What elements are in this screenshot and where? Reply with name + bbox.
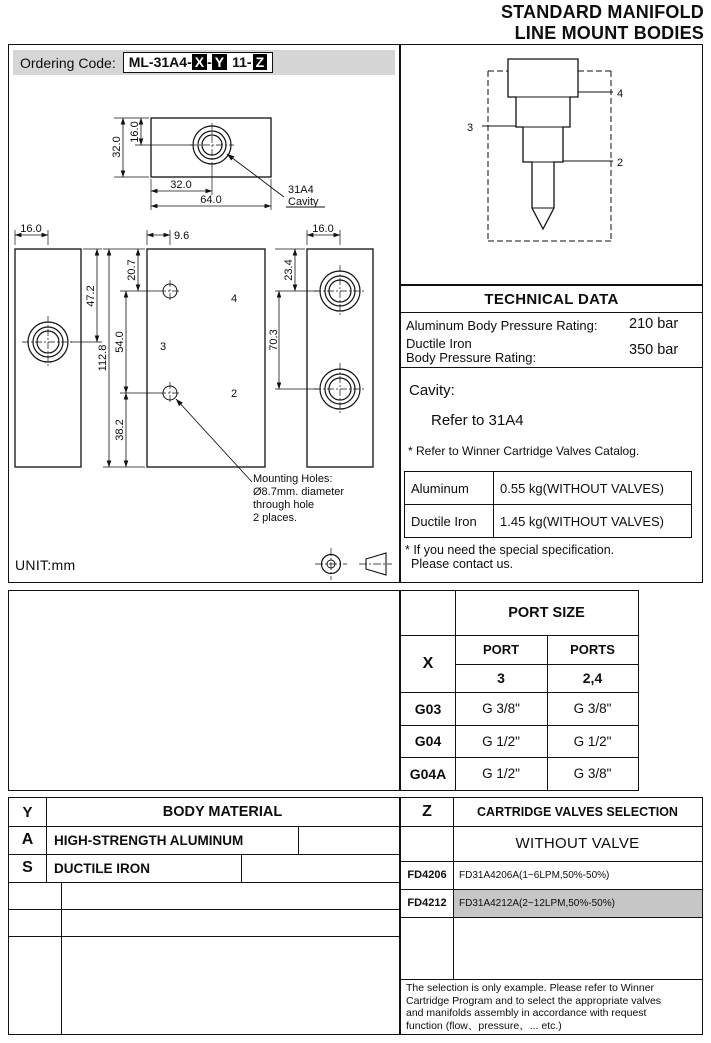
special-spec-note-line1: * If you need the special specification.	[405, 543, 615, 557]
iron-pressure-value: 350 bar	[629, 342, 679, 358]
selection-note-line3: and manifolds assembly in accordance with request	[406, 1007, 647, 1019]
weight-material-iron: Ductile Iron	[411, 513, 477, 529]
cavity-note: * Refer to Winner Cartridge Valves Catalog.	[408, 444, 640, 458]
cavity-callout	[288, 184, 319, 208]
cavity-callout-line2: Cavity	[288, 196, 319, 208]
dim-mid-top-gap: 20.7	[126, 259, 138, 281]
cartridge-selection-panel	[400, 797, 703, 1035]
port-sub-header: 3	[497, 670, 505, 686]
body-material-y-header: Y	[22, 803, 33, 821]
cartridge-title: CARTRIDGE VALVES SELECTION	[477, 805, 678, 819]
port-size-row-ports24: G 3/8"	[573, 701, 612, 716]
ports-header: PORTS	[570, 642, 615, 657]
divider	[9, 909, 399, 910]
special-spec-note-line2: Please contact us.	[411, 557, 514, 571]
material-code-a: A	[21, 831, 34, 848]
empty-notes-panel	[8, 590, 400, 791]
port-size-panel	[400, 590, 639, 791]
valve-code-fd4206: FD4206	[407, 869, 447, 881]
dim-top-half-height: 16.0	[129, 121, 141, 143]
mounting-note-line2: Ø8.7mm. diameter	[253, 486, 345, 498]
iron-pressure-label-line2: Body Pressure Rating:	[406, 350, 537, 365]
code-prefix: ML-31A4-	[128, 54, 192, 70]
ports-sub-header: 2,4	[582, 670, 603, 686]
port-3-label: 3	[159, 341, 167, 353]
divider	[401, 367, 702, 368]
dim-mid-hole-span: 54.0	[114, 331, 126, 353]
port-2-label: 2	[230, 388, 238, 400]
cavity-port-3-label: 3	[467, 122, 474, 134]
dim-top-height: 32.0	[111, 136, 123, 158]
cavity-value: Refer to 31A4	[431, 412, 524, 429]
dim-mid-bottom-gap: 38.2	[114, 419, 126, 441]
mounting-note-line4: 2 places.	[253, 512, 298, 524]
divider	[298, 826, 299, 854]
cavity-callout-line1: 31A4	[288, 184, 314, 196]
weight-value-aluminum: 0.55 kg(WITHOUT VALVES)	[500, 480, 664, 496]
material-name-iron: DUCTILE IRON	[54, 860, 150, 876]
mounting-note-line3: through hole	[253, 499, 315, 511]
valve-desc-fd4206: FD31A4206A(1~6LPM,50%-50%)	[459, 869, 610, 881]
cartridge-z-header: Z	[422, 803, 432, 820]
valve-code-fd4212: FD4212	[407, 897, 447, 909]
dim-right-top-gap: 23.4	[283, 259, 295, 281]
weight-value-iron: 1.45 kg(WITHOUT VALVES)	[500, 513, 664, 529]
port-size-row-code: G04	[414, 733, 442, 749]
divider	[61, 882, 62, 1034]
dimension-lines	[15, 118, 340, 467]
projection-symbol	[315, 548, 392, 580]
dim-right-port-span: 70.3	[268, 329, 280, 351]
dim-left-offset: 16.0	[20, 223, 42, 235]
cavity-label: Cavity:	[409, 382, 455, 399]
dim-top-half-width: 32.0	[170, 179, 192, 191]
mounting-note-line1: Mounting Holes:	[253, 473, 333, 485]
iron-pressure-label-line1: Ductile Iron	[406, 336, 472, 351]
port-circles	[28, 126, 360, 409]
divider	[241, 854, 242, 882]
dim-top-width: 64.0	[200, 194, 222, 206]
ordering-code-bar	[13, 50, 395, 75]
selection-note-line4: function (flow、pressure、... etc.)	[406, 1019, 562, 1032]
body-material-panel	[8, 797, 400, 1035]
technical-data-title: TECHNICAL DATA	[484, 290, 619, 308]
port-size-title: PORT SIZE	[508, 605, 585, 621]
code-y-tag: Y	[212, 54, 227, 70]
divider	[9, 936, 399, 937]
aluminum-pressure-value: 210 bar	[629, 316, 679, 332]
code-x-tag: X	[192, 54, 207, 70]
centerlines	[22, 123, 366, 415]
body-material-title: BODY MATERIAL	[162, 804, 283, 820]
page-title-line2: LINE MOUNT BODIES	[514, 23, 704, 43]
dim-mid-hole-offset: 9.6	[174, 230, 190, 242]
page-title-line1: STANDARD MANIFOLD	[500, 2, 704, 22]
port-size-row-ports24: G 1/2"	[573, 733, 612, 749]
mounting-holes-note	[253, 473, 344, 525]
cartridge-profile	[508, 59, 578, 229]
port-number-labels	[160, 293, 237, 400]
technical-data-panel	[400, 285, 703, 583]
cavity-diagram-panel	[400, 44, 703, 285]
port-header: PORT	[482, 642, 520, 657]
dim-left-port: 47.2	[85, 285, 97, 307]
part-outlines	[15, 118, 373, 467]
page-header	[501, 2, 704, 44]
code-mid: 11-	[232, 54, 252, 70]
divider	[401, 979, 702, 980]
material-name-aluminum: HIGH-STRENGTH ALUMINUM	[54, 832, 244, 848]
code-z-tag: Z	[253, 54, 268, 70]
selection-note-line1: The selection is only example. Please refer to Winner	[406, 982, 655, 994]
dim-right-offset: 16.0	[312, 223, 334, 235]
divider	[401, 917, 702, 918]
weight-material-aluminum: Aluminum	[411, 480, 469, 496]
dim-mid-height: 112.8	[97, 344, 109, 372]
port-size-row-code: G03	[414, 700, 442, 717]
extension-lines	[15, 118, 340, 467]
divider	[401, 312, 702, 313]
ordering-code-value	[123, 52, 273, 73]
material-code-s: S	[22, 859, 33, 876]
aluminum-pressure-label: Aluminum Body Pressure Rating:	[406, 318, 598, 333]
drawing-panel	[8, 44, 400, 583]
port-size-row-ports24: G 3/8"	[573, 766, 612, 781]
valve-desc-fd4212: FD31A4212A(2~12LPM,50%-50%)	[459, 897, 615, 909]
cavity-port-4-label: 4	[617, 88, 624, 100]
cavity-port-2-label: 2	[617, 157, 624, 169]
selection-note	[406, 982, 700, 1032]
port-size-x-header: X	[422, 654, 434, 672]
ordering-code-label: Ordering Code:	[20, 54, 116, 71]
port-size-row-port3: G 1/2"	[482, 766, 520, 781]
code-separator: -	[207, 54, 212, 70]
weight-table	[404, 471, 692, 538]
port-size-row-code: G04A	[409, 765, 447, 782]
port-size-row-port3: G 1/2"	[482, 733, 520, 749]
port-size-row-port3: G 3/8"	[482, 701, 520, 716]
cavity-profile-drawing	[401, 45, 702, 284]
selection-note-line2: Cartridge Program and to select the appropriate valves	[406, 994, 662, 1007]
divider	[9, 882, 399, 883]
without-valve-option: WITHOUT VALVE	[515, 835, 640, 852]
unit-label: UNIT:mm	[15, 557, 76, 573]
port-4-label: 4	[230, 293, 238, 305]
